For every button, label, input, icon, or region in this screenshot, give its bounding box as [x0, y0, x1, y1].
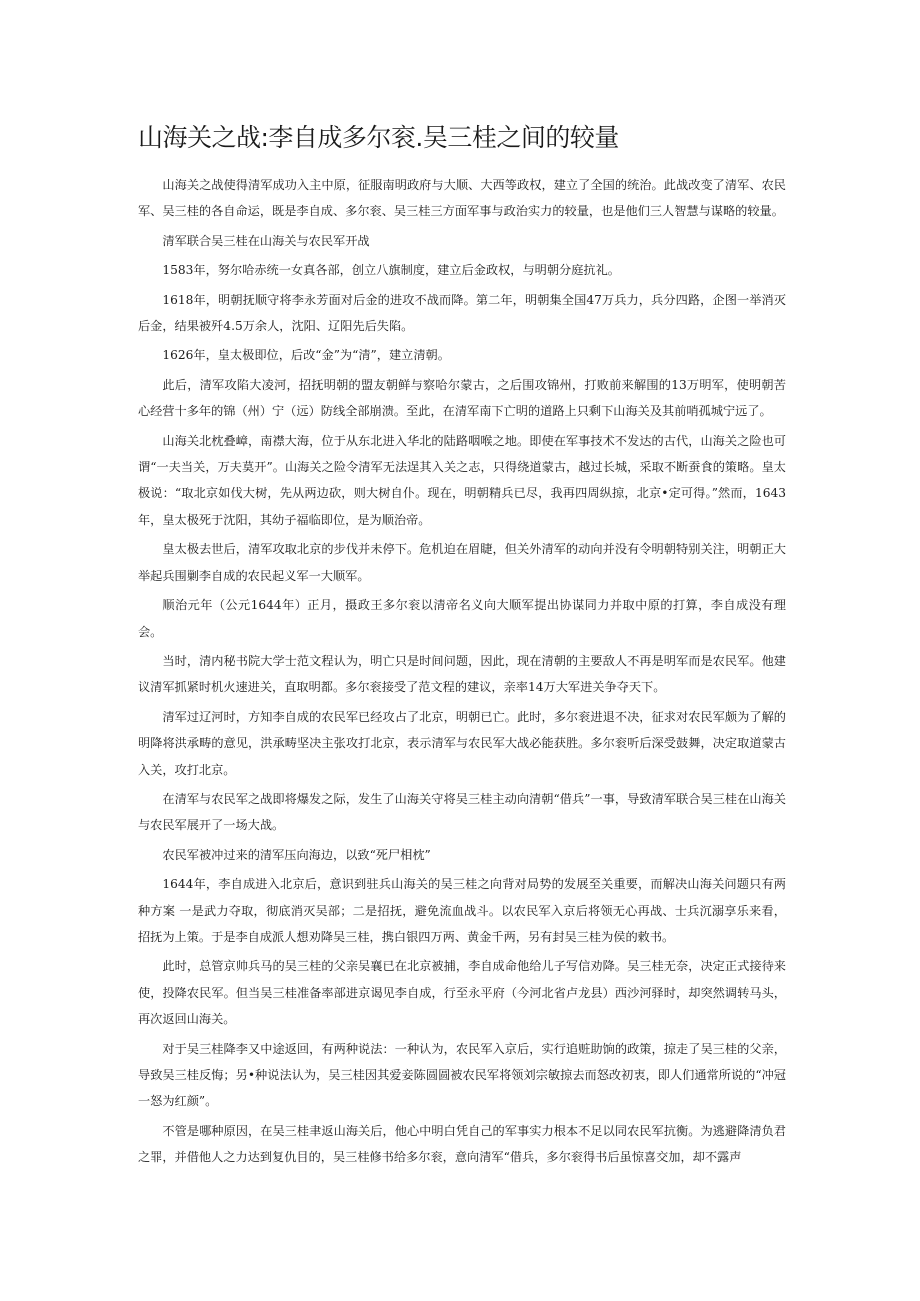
paragraph-liao-river: 清军过辽河时，方知李自成的农民军已经攻占了北京，明朝已亡。此时，多尔衮进退不决，征求对农民军颇为了解的明降将洪承畴的意见，洪承畴坚决主张攻打北京，表示清军与农民军大战必能获胜。多尔衮听后深受鼓舞，决定取道蒙古入关，攻打北京。 — [138, 709, 786, 777]
document-body — [138, 172, 786, 1171]
paragraph-1618: 1618年，明朝抚顺守将李永芳面对后金的进攻不战而降。第二年，明朝集全国47万兵力，兵分四路，企图一举消灭后金，结果被歼4.5万余人，沈阳、辽阳先后失陷。 — [138, 292, 786, 334]
paragraph-wu-xiang: 此时，总管京帅兵马的吴三桂的父亲吴襄已在北京被捕，李自成命他给儿子写信劝降。吴三桂无奈，决定正式接待来使，投降农民军。但当吴三桂准备率部进京谒见李自成，行至永平府（今河北省卢龙县）西沙河驿时，却突然调转马头，再次返回山海关。 — [138, 959, 786, 1027]
document-page — [138, 122, 786, 1174]
section-heading-alliance: 清军联合吴三桂在山海关与农民军开战 — [162, 233, 370, 248]
document-title: 山海关之战:李自成多尔衮.吴三桂之间的较量 — [138, 123, 619, 152]
paragraph-shunzhi: 顺治元年（公元1644年）正月，摄政王多尔衮以清帝名义向大顺军提出协谋同力并取中原的打算，李自成没有理会。 — [138, 598, 786, 639]
paragraph-fan-wencheng: 当时，清内秘书院大学士范文程认为，明亡只是时间问题，因此，现在清朝的主要敌人不再是明军而是农民军。他建议清军抓紧时机火速进关，直取明都。多尔衮接受了范文程的建议，亲率14万大军进关争夺天下。 — [138, 653, 786, 695]
paragraph-shanhaiguan-terrain: 山海关北枕叠嶂，南襟大海，位于从东北进入华北的陆路咽喉之地。即使在军事技术不发达的古代，山海关之险也可谓“一夫当关，万夫莫开”。山海关之险令清军无法逞其入关之志，只得绕道蒙古，越过长城，采取不断蚕食的策略。皇太极说：“取北京如伐大树，先从两边砍，则大树自仆。现在，明朝精兵已尽，我再四周纵掠，北京•定可得。”然而，1643年，皇太极死于沈阳，其幼子福临即位，是为顺治帝。 — [138, 433, 786, 527]
paragraph-intro: 山海关之战使得清军成功入主中原，征服南明政府与大顺、大西等政权，建立了全国的统治。此战改变了清军、农民军、吴三桂的各自命运，既是李自成、多尔衮、吴三桂三方面军事与政治实力的较量，也是他们三人智慧与谋略的较量。 — [138, 178, 786, 219]
paragraph-1644: 1644年，李自成进入北京后，意识到驻兵山海关的吴三桂之向背对局势的发展至关重要，而解决山海关问题只有两种方案 一是武力夺取，彻底消灭吴部；二是招抚，避免流血战斗。以农民军入京后将领无心再战、士兵沉溺享乐来看，招抚为上策。于是李自成派人想劝降吴三桂，携白银四万两、黄金千两，另有封吴三桂为侯的敕书。 — [138, 877, 786, 944]
paragraph-1583: 1583年，努尔哈赤统一女真各部，创立八旗制度，建立后金政权，与明朝分庭抗礼。 — [162, 263, 620, 278]
paragraph-after-huangtaiji: 皇太极去世后，清军攻取北京的步伐并未停下。危机迫在眉睫，但关外清军的动向并没有令明朝特别关注，明朝正大举起兵围剿李自成的农民起义军一大顺军。 — [138, 542, 786, 583]
section-heading-battle: 农民军被冲过来的清军压向海边，以致“死尸相枕” — [162, 847, 431, 862]
paragraph-two-theories: 对于吴三桂降李又中途返回，有两种说法：一种认为，农民军入京后，实行追赃助饷的政策，掠走了吴三桂的父亲，导致吴三桂反悔；另•种说法认为，吴三桂因其爱妾陈圆圆被农民军将领刘宗敏掠去而怒改初衷，即人们通常所说的“冲冠一怒为红颜”。 — [138, 1041, 786, 1109]
paragraph-dalinghe: 此后，清军攻陷大凌河，招抚明朝的盟友朝鲜与察哈尔蒙古，之后围攻锦州，打败前来解围的13万明军，使明朝苦心经营十多年的锦（州）宁（远）防线全部崩溃。至此，在清军南下亡明的道路上只剩下山海关及其前哨孤城宁远了。 — [138, 377, 786, 419]
paragraph-borrow-troops: 在清军与农民军之战即将爆发之际，发生了山海关守将吴三桂主动向清朝“借兵”一事，导致清军联合吴三桂在山海关与农民军展开了一场大战。 — [138, 791, 786, 833]
paragraph-letter-to-dorgon: 不管是哪种原因，在吴三桂聿返山海关后，他心中明白凭自己的军事实力根本不足以同农民军抗衡。为逃避降清负君之罪，并借他人之力达到复仇目的，吴三桂修书给多尔衮，意向清军“借兵，多尔衮得书后虽惊喜交加，却不露声 — [138, 1123, 786, 1165]
paragraph-1626: 1626年，皇太极即位，后改“金”为“清”，建立清朝。 — [162, 348, 450, 363]
